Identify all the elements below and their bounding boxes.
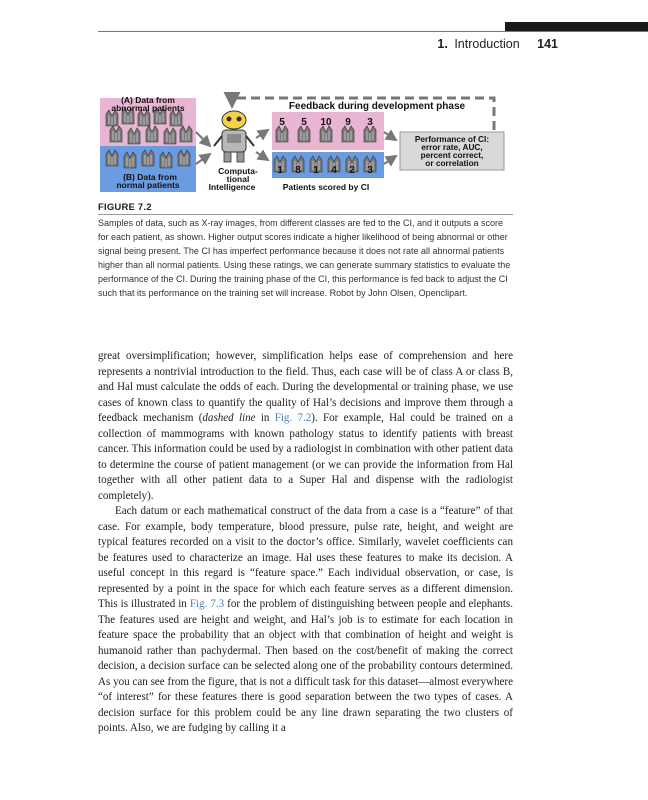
- figure-label: FIGURE 7.2: [98, 202, 152, 213]
- ci-label-line2: tional: [226, 174, 250, 184]
- paragraph: Each datum or each mathematical construct of the data from a case is a “feature” of that case. For example, body temperature, blood pressure, pulse rate, height, and weight are typical features recorded on a visit to the doctor’s office. Similarly, wavelet coefficients can be features used to characterize an image. Hal uses these features to make its decision. A useful concept in this regard is “feature space.” Each individual observation, or case, is represented by a point in the space for which each feature serves as a different dimension. This is illustrated in Fig. 7.3 for the problem of distinguishing between people and elephants. The features used are height and weight, and Hal’s job is to estimate for each location in feature space the probability that an object with that combination of height and weight is humanoid rather than pachydermal. Then based on the cost/benefit of making the correct decision, a decision surface can be selected along one of the probability contours determined. As you can see from the figure, that is not a difficult task for this dataset—almost everywhere “of interest” for these features there is good separation between the two types of cases. A decision surface for this problem could be any line drawn separating the two clusters of points. Also, we are fudging by calling it a: [98, 505, 513, 734]
- ci-label-line1: Computa-: [218, 166, 258, 176]
- normal-score: 3: [367, 165, 373, 176]
- normal-score: 4: [331, 165, 337, 176]
- paragraph: great oversimplification; however, simplification helps ease of comprehension and here represents a nontrivial introduction to the field. Thus, each case will be of class A or class B, and Hal must calculate the odds of each. During the developmental or training phase, we use cases of known class to quantify the quality of Hal’s decisions and improve them through a feedback mechanism (dashed line in Fig. 7.2). For example, Hal could be trained on a collection of mammograms with known pathology status to identify patients with breast cancer. This information could be used by a radiologist in combination with other patient data to determine the course of patient management (or we can provide the information from Hal together with all other patient data to a Super Hal and dispense with the radiologist completely).: [98, 350, 514, 502]
- figure-diagram: [98, 92, 508, 196]
- label-a-line2: abnormal patients: [111, 103, 185, 113]
- emphasis: dashed line: [202, 412, 256, 424]
- scored-label: Patients scored by CI: [282, 182, 370, 192]
- figure-caption: Samples of data, such as X-ray images, from different classes are fed to the CI, and it outputs a score for each patient, as shown. Higher output scores indicate a higher likelihood of being abnormal or other signal being present. The CI has imperfect performance because it does not rate all abnormal patients higher than all normal patients. Using these ratings, we can generate summary statistics to evaluate the performance of the CI. During the training phase of the CI, this performance is fed back to adjust the CI such that its performance on the training set will increase. Robot by John Olsen, Openclipart.: [98, 218, 511, 298]
- chapter-number: 1.: [437, 37, 448, 51]
- abnormal-score: 9: [345, 117, 351, 128]
- abnormal-score: 3: [367, 117, 373, 128]
- abnormal-score: 10: [320, 117, 332, 128]
- chapter-title: Introduction: [454, 37, 520, 51]
- ci-label-line3: Intelligence: [208, 182, 256, 192]
- performance-line3: percent correct,: [420, 150, 484, 160]
- performance-line2: error rate, AUC,: [421, 142, 483, 152]
- figure-link[interactable]: Fig. 7.2: [274, 412, 312, 424]
- running-header: [437, 37, 558, 51]
- normal-score: 1: [313, 165, 319, 176]
- abnormal-score: 5: [301, 117, 307, 128]
- feedback-label: Feedback during development phase: [288, 101, 466, 112]
- figure-rule: [98, 214, 513, 215]
- abnormal-score: 5: [279, 117, 285, 128]
- performance-line4: or correlation: [425, 158, 479, 168]
- page-number: 141: [537, 37, 558, 51]
- header-rule: [98, 31, 648, 32]
- normal-score: 8: [295, 165, 301, 176]
- figure-link[interactable]: Fig. 7.3: [189, 598, 225, 610]
- label-b-line1: (B) Data from: [123, 172, 177, 182]
- body-text: [98, 349, 513, 737]
- performance-line1: Performance of CI:: [414, 134, 490, 144]
- normal-score: 1: [277, 165, 283, 176]
- header-bar: [505, 22, 648, 31]
- label-b-line2: normal patients: [116, 180, 180, 190]
- robot-icon: [214, 111, 254, 162]
- label-a-line1: (A) Data from: [121, 95, 175, 105]
- normal-score: 2: [349, 165, 355, 176]
